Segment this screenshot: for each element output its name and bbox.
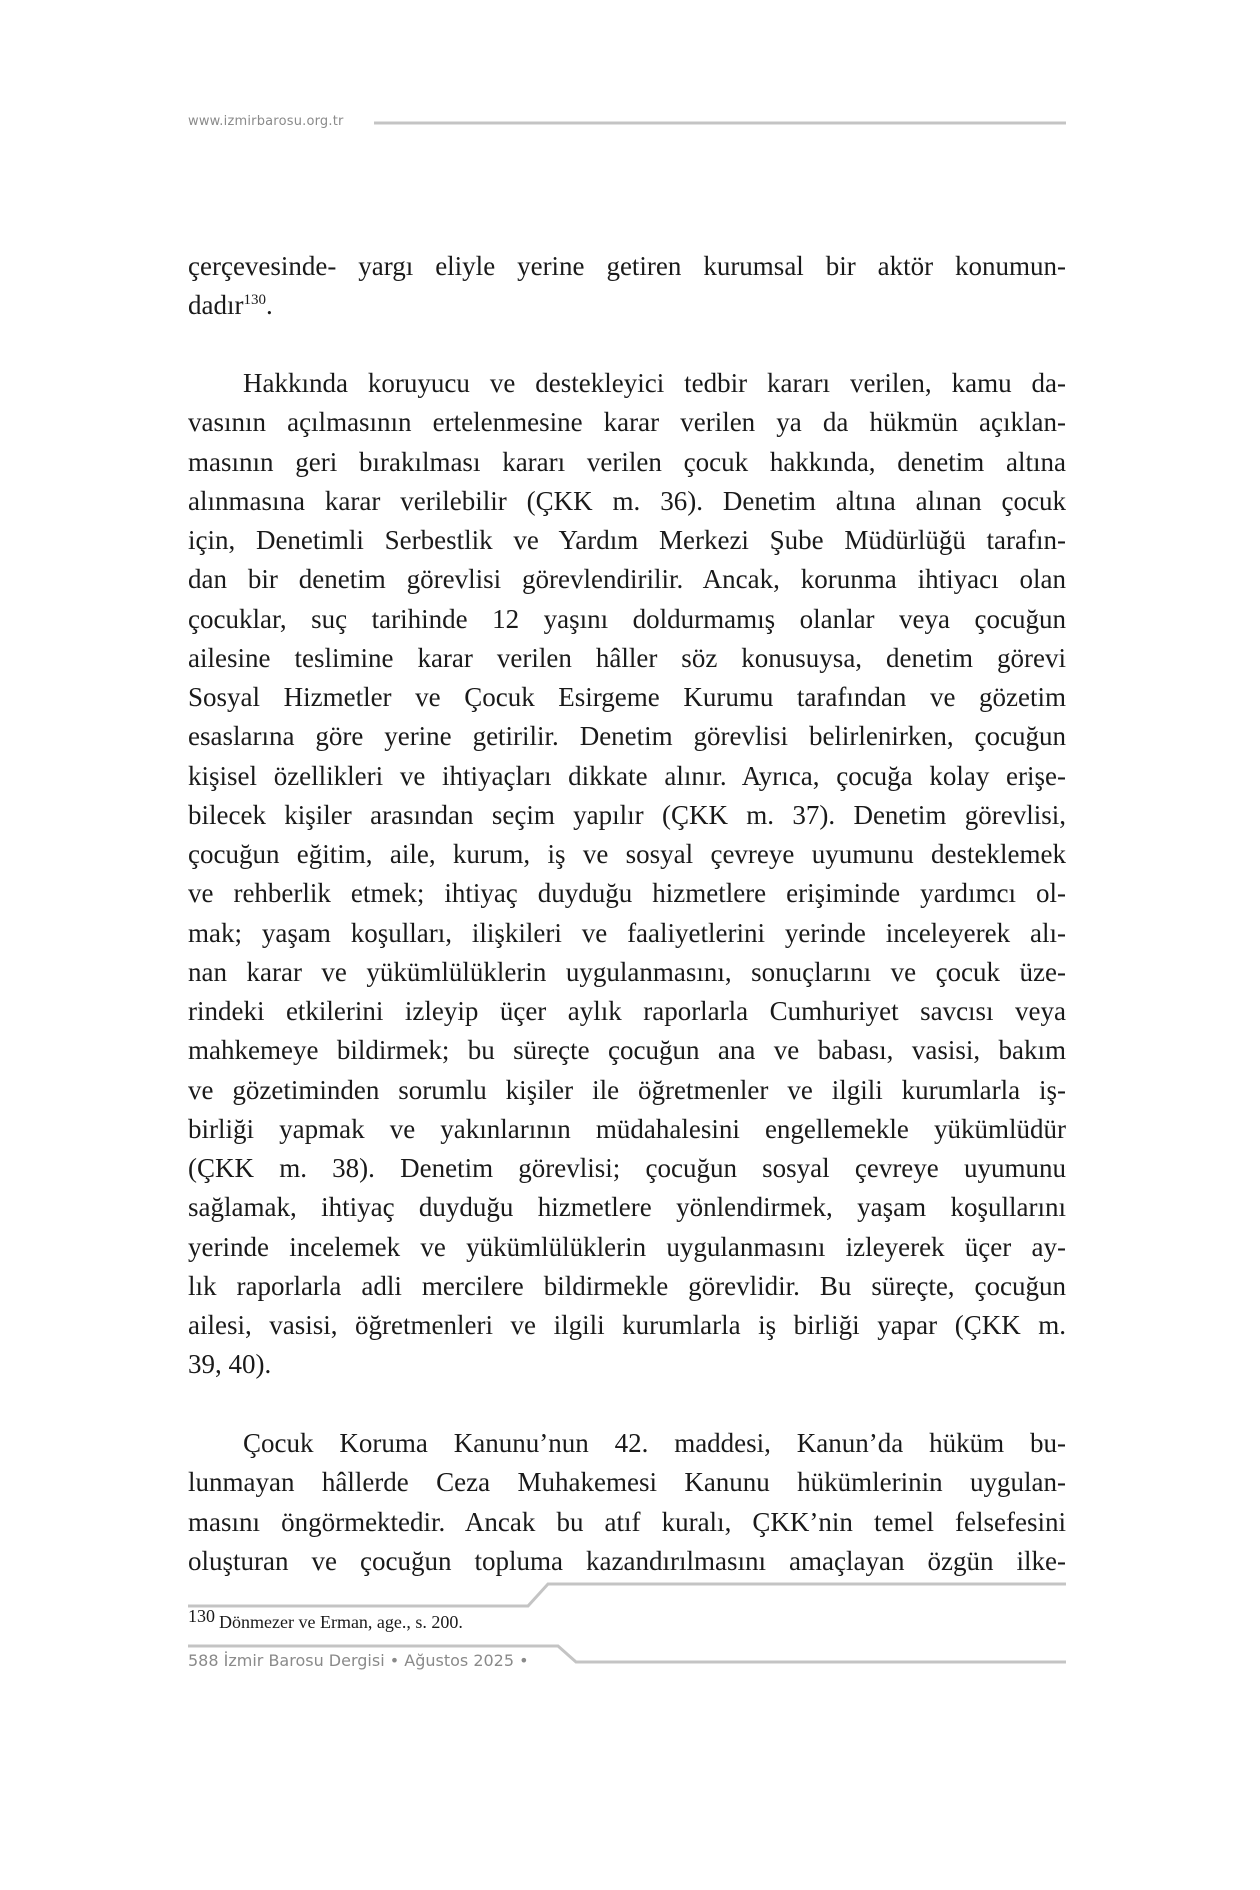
text-line: çocuğun eğitim, aile, kurum, iş ve sosyal çevreye uyumunu desteklemek [188,839,1066,869]
text-line: Çocuk Koruma Kanunu’nun 42. maddesi, Kanun’da hüküm bu- [243,1428,1066,1458]
text-line: alınmasına karar verilebilir (ÇKK m. 36). Denetim altına alınan çocuk [188,485,1066,516]
text-line: yerinde incelemek ve yükümlülüklerin uygulanmasını izleyerek üçer ay- [188,1231,1066,1262]
text-line: mak; yaşam koşulları, ilişkileri ve faaliyetlerini yerinde inceleyerek alı- [188,917,1066,948]
text-line: 39, 40). [188,1349,272,1380]
text-line: sağlamak, ihtiyaç duyduğu hizmetlere yönlendirmek, yaşam koşullarını [188,1192,1066,1223]
text-line: ailesi, vasisi, öğretmenleri ve ilgili kurumlarla iş birliği yapar (ÇKK m. [188,1310,1066,1340]
text-line: lık raporlarla adli mercilere bildirmekle görevlidir. Bu süreçte, çocuğun [188,1270,1066,1301]
text-line: çocuklar, suç tarihinde 12 yaşını doldurmamış olanlar veya çocuğun [188,603,1066,634]
text-line: dan bir denetim görevlisi görevlendirilir. Ancak, korunma ihtiyacı olan [188,564,1066,595]
text-fragment: . [265,290,273,321]
paragraph-3 [188,1424,1066,1581]
text-line [188,286,1066,325]
text-line: kişisel özellikleri ve ihtiyaçları dikkate alınır. Ayrıca, çocuğa kolay erişe- [188,760,1066,791]
footnote-divider [188,1584,1066,1606]
text-line: birliği yapmak ve yakınlarının müdahalesini engellemekle yükümlüdür [188,1113,1066,1144]
text-line: ve gözetiminden sorumlu kişiler ile öğretmenler ve ilgili kurumlarla iş- [188,1074,1066,1105]
text-line: esaslarına göre yerine getirilir. Denetim görevlisi belirlenirken, çocuğun [188,721,1066,752]
text-line: oluşturan ve çocuğun topluma kazandırılmasını amaçlayan özgün ilke- [188,1545,1066,1576]
paragraph-2 [188,364,1066,1385]
text-line: Sosyal Hizmetler ve Çocuk Esirgeme Kurumu tarafından ve gözetim [188,682,1066,712]
text-line: ve rehberlik etmek; ihtiyaç duyduğu hizmetlere erişiminde yardımcı ol- [188,878,1066,909]
footnote-text: Dönmezer ve Erman, age., s. 200. [219,1612,463,1632]
text-line: çerçevesinde- yargı eliyle yerine getiren kurumsal bir aktör konumun- [188,251,1066,281]
text-line: vasının açılmasının ertelenmesine karar verilen ya da hükmün açıklan- [188,407,1066,438]
text-line: masını öngörmektedir. Ancak bu atıf kuralı, ÇKK’nin temel felsefesini [188,1506,1066,1537]
footnote-ref[interactable]: 130 [243,292,266,309]
text-line: Hakkında koruyucu ve destekleyici tedbir kararı verilen, kamu da- [243,368,1066,398]
text-line: mahkemeye bildirmek; bu süreçte çocuğun ana ve babası, vasisi, bakım [188,1035,1066,1066]
text-line: (ÇKK m. 38). Denetim görevlisi; çocuğun sosyal çevreye uyumunu [188,1153,1066,1183]
page-footer: 588 İzmir Barosu Dergisi • Ağustos 2025 • [188,1651,529,1670]
text-line: masının geri bırakılması kararı verilen çocuk hakkında, denetim altına [188,446,1066,477]
header-url: www.izmirbarosu.org.tr [188,114,344,129]
text-fragment: dadır [188,290,244,321]
footnote [188,1606,463,1633]
text-line: için, Denetimli Serbestlik ve Yardım Merkezi Şube Müdürlüğü tarafın- [188,525,1066,555]
text-line: ailesine teslimine karar verilen hâller söz konusuysa, denetim görevi [188,642,1066,673]
paragraph-1 [188,247,1066,326]
footnote-number: 130 [188,1606,215,1626]
text-line: rindeki etkilerini izleyip üçer aylık raporlarla Cumhuriyet savcısı veya [188,996,1066,1026]
text-line: bilecek kişiler arasından seçim yapılır (ÇKK m. 37). Denetim görevlisi, [188,799,1066,830]
text-line: nan karar ve yükümlülüklerin uygulanmasını, sonuçlarını ve çocuk üze- [188,956,1066,987]
text-line: lunmayan hâllerde Ceza Muhakemesi Kanunu hükümlerinin uygulan- [188,1467,1066,1498]
